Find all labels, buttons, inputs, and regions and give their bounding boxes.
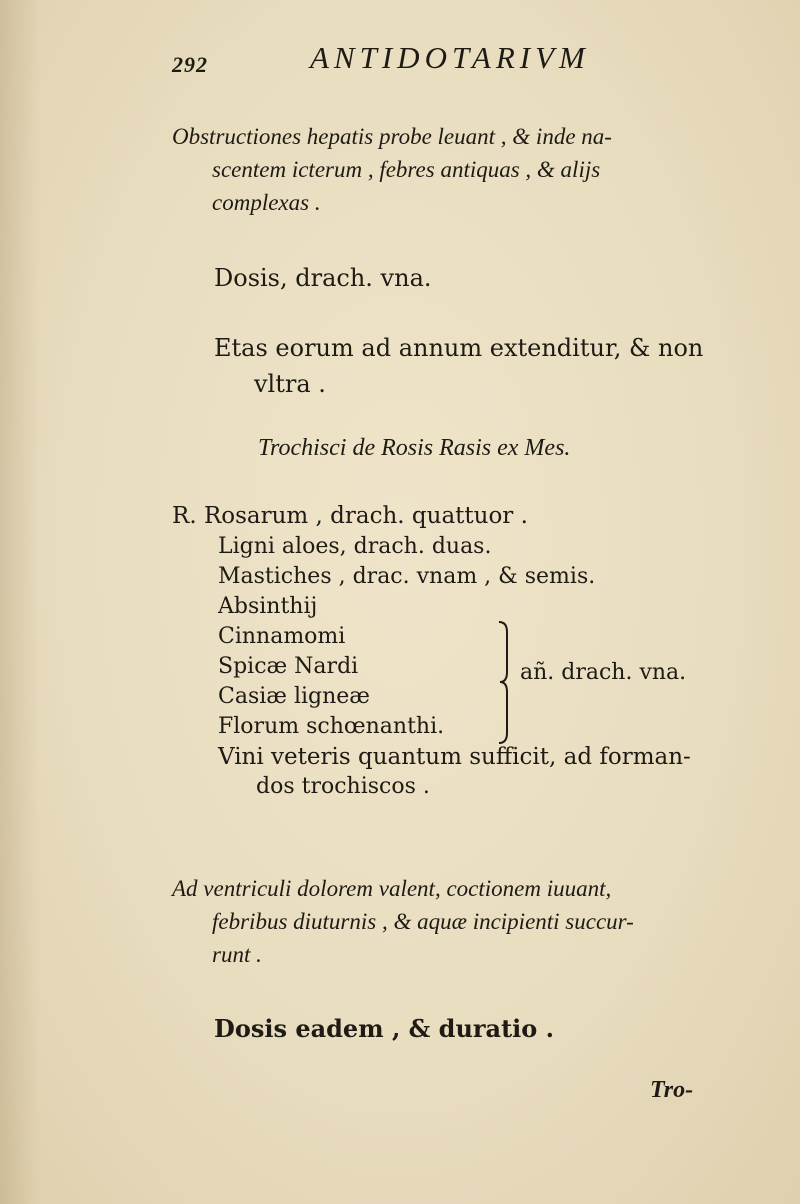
dose-line: Dosis, drach. vna.: [214, 264, 432, 292]
recipe-first-line-block: [172, 500, 528, 532]
text-line: Obstructiones hepatis probe leuant , & inde na-: [172, 124, 612, 149]
brace-quantity: añ. drach. vna.: [520, 660, 687, 685]
text-line: complexas .: [212, 190, 321, 215]
recipe-title: Trochisci de Rosis Rasis ex Mes.: [258, 435, 571, 461]
text-line: runt .: [212, 942, 262, 967]
text-line: Ad ventriculi dolorem valent, coctionem iuuant,: [172, 876, 612, 901]
curly-brace-icon: [497, 620, 511, 745]
text-line: scentem icterum , febres antiquas , & alijs: [212, 157, 601, 182]
catchword: Tro-: [650, 1077, 694, 1103]
ingredient-braced: Cinnamomi: [218, 624, 346, 649]
ingredient-line: Ligni aloes, drach. duas.: [218, 534, 492, 559]
ingredient-braced: Spicæ Nardi: [218, 654, 359, 679]
recipe-line: R. Rosarum , drach. quattuor .: [172, 503, 528, 529]
text-line: febribus diuturnis , & aquæ incipienti succur-: [212, 909, 634, 934]
ingredient-line: Mastiches , drac. vnam , & semis.: [218, 564, 596, 589]
gutter-shadow: [0, 0, 40, 1204]
page-number: 292: [172, 52, 208, 77]
ingredient-line: dos trochiscos .: [256, 774, 430, 799]
ingredient-braced: Florum schœnanthi.: [218, 714, 445, 739]
dose-line: Dosis eadem , & duratio .: [214, 1014, 555, 1043]
ingredient-braced: Absinthij: [218, 594, 318, 619]
ingredient-braced: Casiæ ligneæ: [218, 684, 370, 709]
paragraph-etas: [214, 330, 703, 402]
text-line: vltra .: [254, 370, 326, 398]
ingredient-line: Vini veteris quantum sufficit, ad forman-: [218, 744, 691, 770]
running-head: ANTIDOTARIVM: [310, 40, 590, 75]
paragraph-obstructiones: [172, 120, 612, 219]
text-line: Etas eorum ad annum extenditur, & non: [214, 334, 704, 362]
paragraph-ventriculi: [172, 872, 634, 971]
